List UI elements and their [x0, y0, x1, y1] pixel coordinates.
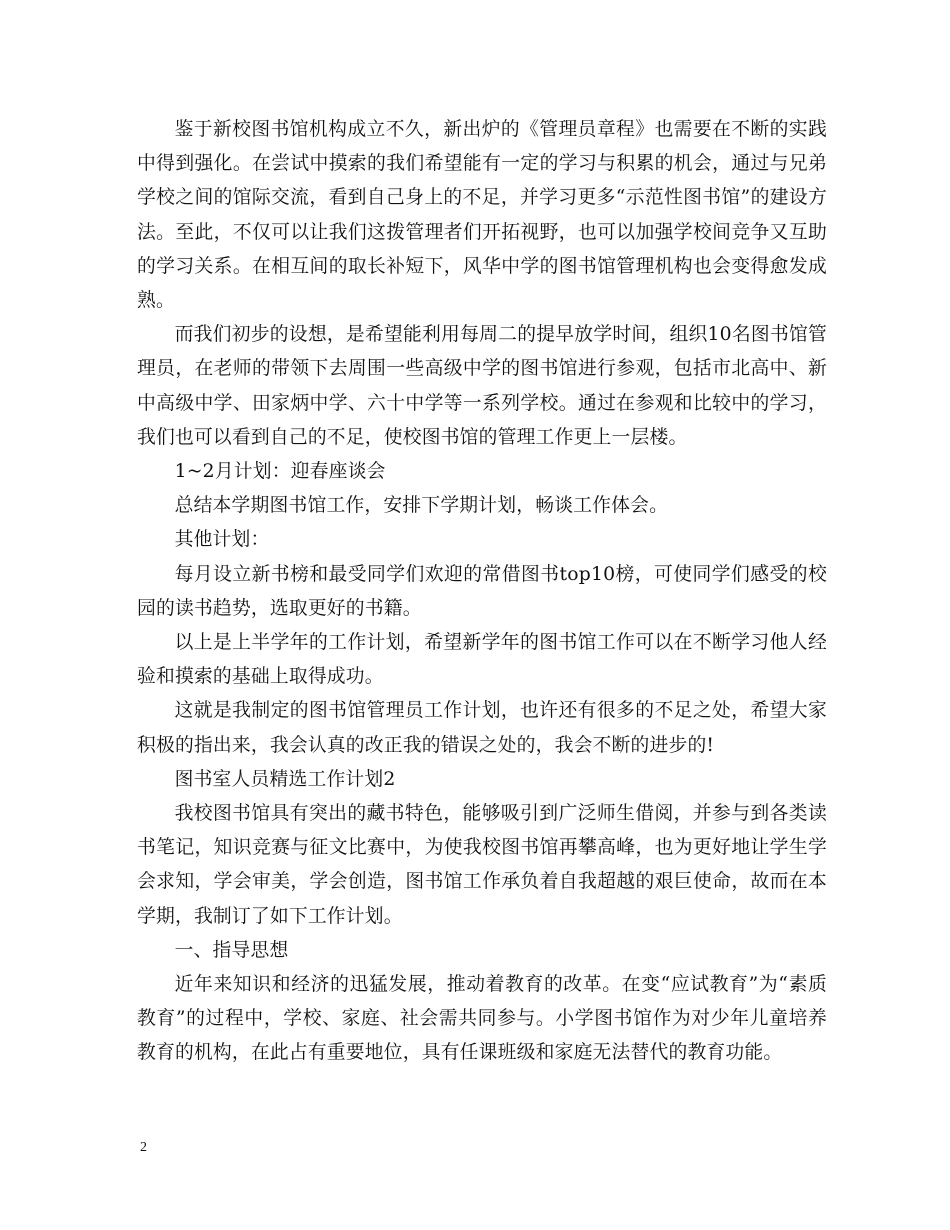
paragraph-book-rankings: 每月设立新书榜和最受同学们欢迎的常借图书top10榜，可使同学们感受的校园的读书趋势，选取更好的书籍。 [137, 563, 827, 619]
paragraph-jan-feb-plan: 1~2月计划：迎春座谈会 [174, 461, 386, 483]
paragraph-exchange-purpose: 鉴于新校图书馆机构成立不久，新出炉的《管理员章程》也需要在不断的实践中得到强化。在尝试中摸索的我们希望能有一定的学习与积累的机会，通过与兄弟学校之间的馆际交流，看到自己身上的不足，并学习更多“示范性图书馆”的建设方法。至此，不仅可以让我们这拨管理者们开拓视野，也可以加强学校间竞争又互助的学习关系。在相互间的取长补短下，风华中学的图书馆管理机构也会变得愈发成熟。 [137, 119, 827, 312]
paragraph-education-reform: 近年来知识和经济的迅猛发展，推动着教育的改革。在变“应试教育”为“素质教育”的过程中，学校、家庭、社会需共同参与。小学图书馆作为对少年儿童培养教育的机构，在此占有重要地位，具有任课班级和家庭无法替代的教育功能。 [137, 974, 827, 1064]
paragraph-semester-plan: 以上是上半学年的工作计划，希望新学年的图书馆工作可以在不断学习他人经验和摸索的基础上取得成功。 [137, 632, 827, 688]
document-body [137, 113, 827, 1071]
paragraph-library-features: 我校图书馆具有突出的藏书特色，能够吸引到广泛师生借阅，并参与到各类读书笔记，知识竞赛与征文比赛中，为使我校图书馆再攀高峰，也为更好地让学生学会求知，学会审美，学会创造，图书馆工作承负着自我超越的艰巨使命，故而在本学期，我制订了如下工作计划。 [137, 803, 827, 927]
paragraph-closing: 这就是我制定的图书馆管理员工作计划，也许还有很多的不足之处，希望大家积极的指出来，我会认真的改正我的错误之处的，我会不断的进步的! [137, 700, 827, 756]
section-title: 图书室人员精选工作计划2 [174, 768, 396, 790]
paragraph-summary: 总结本学期图书馆工作，安排下学期计划，畅谈工作体会。 [174, 495, 669, 517]
section-heading-guiding-ideology: 一、指导思想 [174, 939, 289, 961]
paragraph-visit-plan: 而我们初步的设想，是希望能利用每周二的提早放学时间，组织10名图书馆管理员，在老师的带领下去周围一些高级中学的图书馆进行参观，包括市北高中、新中高级中学、田家炳中学、六十中学等一系列学校。通过在参观和比较中的学习，我们也可以看到自己的不足，使校图书馆的管理工作更上一层楼。 [137, 324, 827, 448]
page-number: 2 [140, 1140, 147, 1155]
paragraph-other-plans-heading: 其他计划： [174, 529, 270, 551]
